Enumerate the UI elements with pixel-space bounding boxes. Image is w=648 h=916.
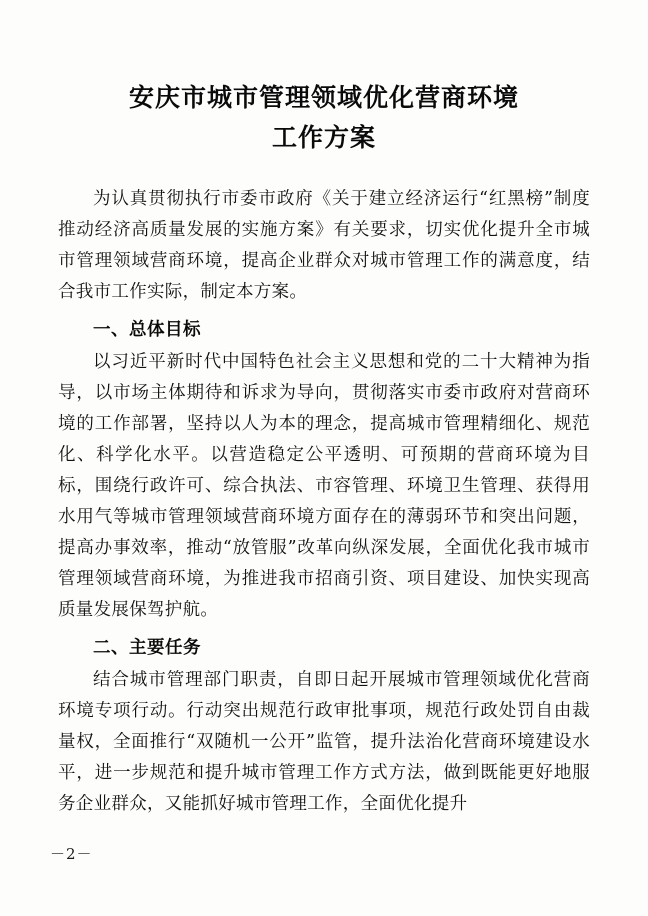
page-title-line-1: 安庆市城市管理领域优化营商环境 [128,83,519,112]
page-title [58,78,590,158]
section-heading-main-tasks: 二、主要任务 [93,638,201,658]
main-tasks-paragraph: 结合城市管理部门职责，自即日起开展城市管理领域优化营商环境专项行动。行动突出规范行政审批事项，规范行政处罚自由裁量权，全面推行“双随机一公开”监管，提升法治化营商环境建设水平，进一步规范和提升城市管理工作方式方法，做到既能更好地服务企业群众，又能抓好城市管理工作，全面优化提升 [58,670,590,814]
intro-paragraph: 为认真贯彻执行市委市政府《关于建立经济运行“红黑榜”制度推动经济高质量发展的实施方案》有关要求，切实优化提升全市城市管理领域营商环境，提高企业群众对城市管理工作的满意度，结合我市工作实际，制定本方案。 [58,189,590,302]
section-heading-overall-goal: 一、总体目标 [93,320,201,340]
overall-goal-paragraph: 以习近平新时代中国特色社会主义思想和党的二十大精神为指导，以市场主体期待和诉求为导向，贯彻落实市委市政府对营商环境的工作部署，坚持以人为本的理念，提高城市管理精细化、规范化、科学化水平。以营造稳定公平透明、可预期的营商环境为目标，围绕行政许可、综合执法、市容管理、环境卫生管理、获得用水用气等城市管理领域营商环境方面存在的薄弱环节和突出问题，提高办事效率，推动“放管服”改革向纵深发展，全面优化我市城市管理领域营商环境，为推进我市招商引资、项目建设、加快实现高质量发展保驾护航。 [58,352,590,620]
document-body [58,184,590,820]
page-title-line-2: 工作方案 [271,123,376,152]
page-number: －2－ [50,845,93,863]
